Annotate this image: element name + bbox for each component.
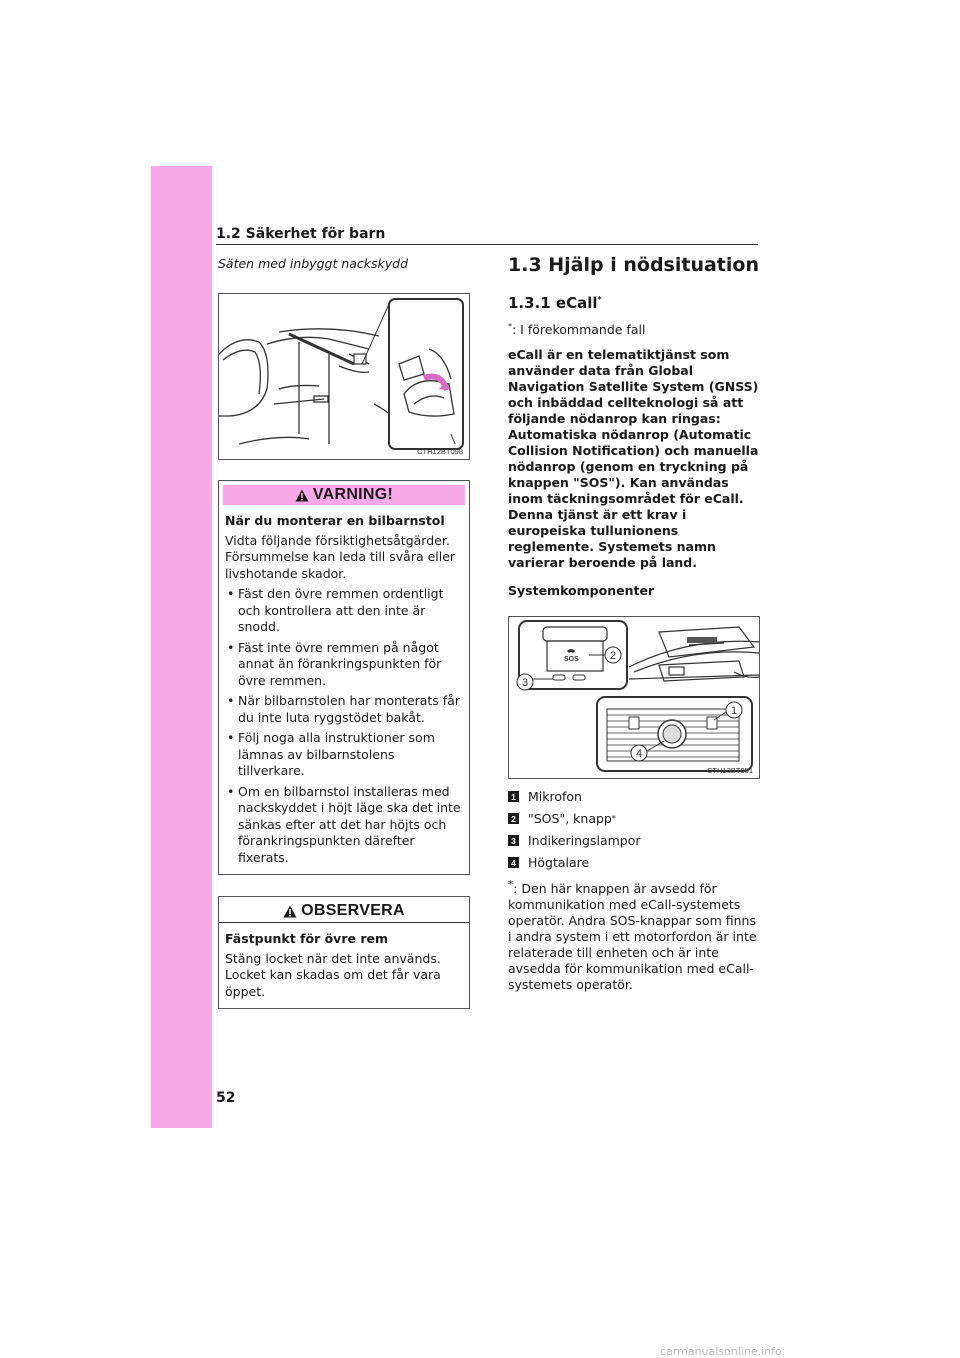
callout-3: 3: [521, 677, 529, 690]
item-number: 3: [508, 835, 519, 846]
notice-triangle-icon: [283, 905, 297, 918]
component-item: [508, 789, 760, 804]
section-header: 1.2 Säkerhet för barn: [216, 226, 386, 242]
header-rule: [216, 244, 758, 245]
callout-2: 2: [609, 650, 617, 663]
footnote-text: : Den här knappen är avsedd för kommunikation med eCall-systemets operatör. Andra SOS-knappar som finns i andra system i ett motorfordon är inte relaterade till enheten och är inte avsedda för kommunikation med eCall-systemets operatör.: [508, 881, 757, 993]
page-number: 52: [216, 1090, 236, 1106]
item-number: 4: [508, 857, 519, 868]
item-mark: *: [611, 814, 616, 824]
section-title-text: 1.3.1 eCall: [508, 294, 598, 312]
warning-subtitle: När du monterar en bilbarnstol: [225, 513, 445, 528]
section-title-mark: *: [597, 295, 602, 304]
ecall-description: eCall är en telematiktjänst som använder data från Global Navigation Satellite System (GNSS) och inbäddad cellteknologi så att följande nödanrop kan ringas: Automatiska nödanrop (Automatic Collision Notification) och manuella nödanrop (genom en tryckning på knappen "SOS"). Kan användas inom täckningsområdet för eCall. Denna tjänst är ett krav i europeiska tullunionens reglemente. Systemets namn varierar beroende på land.: [508, 347, 759, 571]
availability-text: : I förekommande fall: [512, 322, 646, 338]
warning-bullet: • Fäst inte övre remmen på något annat än förankringspunkten för övre remmen.: [225, 640, 463, 690]
warning-intro: Vidta följande försiktighetsåtgärder. Försummelse kan leda till svåra eller livshotande skador.: [225, 532, 456, 581]
component-item: [508, 811, 760, 826]
component-item: [508, 833, 760, 848]
sos-button-text: SOS: [564, 656, 579, 664]
notice-header: [219, 901, 469, 923]
footnote-mark: *: [508, 879, 514, 892]
item-label: Högtalare: [528, 855, 590, 871]
components-heading: Systemkomponenter: [508, 583, 655, 599]
component-list: [508, 789, 760, 870]
item-label: Indikeringslampor: [528, 833, 641, 849]
warning-bullet: • Fäst den övre remmen ordentligt och kontrollera att den inte är snodd.: [225, 586, 463, 636]
notice-subtitle: Fästpunkt för övre rem: [225, 931, 388, 946]
warning-header: [223, 485, 465, 505]
chapter-title: 1.3 Hjälp i nödsituation: [508, 254, 759, 276]
warning-body: [219, 505, 469, 874]
notice-title: OBSERVERA: [301, 902, 405, 919]
item-label: "SOS", knapp: [528, 811, 612, 827]
callout-1: 1: [730, 705, 738, 718]
side-color-band: [151, 166, 212, 1128]
availability-note: [508, 322, 760, 337]
warning-title: VARNING!: [312, 486, 394, 503]
notice-body: [219, 923, 469, 1008]
ecall-components-illustration: [508, 616, 760, 779]
notice-text: Stäng locket när det inte används. Locket kan skadas om det får vara öppet.: [225, 950, 441, 999]
callout-4: 4: [635, 748, 643, 761]
item-number: 1: [508, 791, 519, 802]
component-item: [508, 855, 760, 870]
warning-triangle-icon: [295, 489, 309, 502]
warning-box: [218, 480, 470, 875]
figure-caption: Säten med inbyggt nackskydd: [218, 256, 409, 271]
right-column: [508, 254, 760, 993]
seat-anchor-illustration: [218, 293, 470, 460]
warning-bullet: • Följ noga alla instruktioner som lämnas av bilbarnstolens tillverkare.: [225, 730, 463, 780]
left-column: [218, 256, 470, 1009]
availability-mark: *: [508, 322, 512, 331]
figure-code: CTH12BT098: [417, 447, 463, 456]
item-label: Mikrofon: [528, 789, 582, 805]
seat-anchor-drawing: [219, 294, 469, 459]
figure-code: CTH13BT051: [707, 766, 753, 776]
item-number: 2: [508, 813, 519, 824]
watermark: carmanualsonline.info: [660, 1345, 782, 1358]
notice-box: [218, 896, 470, 1009]
ecall-components-drawing: [509, 617, 759, 778]
section-title: [508, 294, 760, 312]
warning-bullet: • Om en bilbarnstol installeras med nackskyddet i höjt läge ska det inte sänkas efter att det har höjts och förankringspunkten därefter fixerats.: [225, 784, 463, 867]
warning-list: [225, 586, 463, 866]
footnote: [508, 877, 760, 993]
warning-bullet: • När bilbarnstolen har monterats får du inte luta ryggstödet bakåt.: [225, 693, 463, 726]
